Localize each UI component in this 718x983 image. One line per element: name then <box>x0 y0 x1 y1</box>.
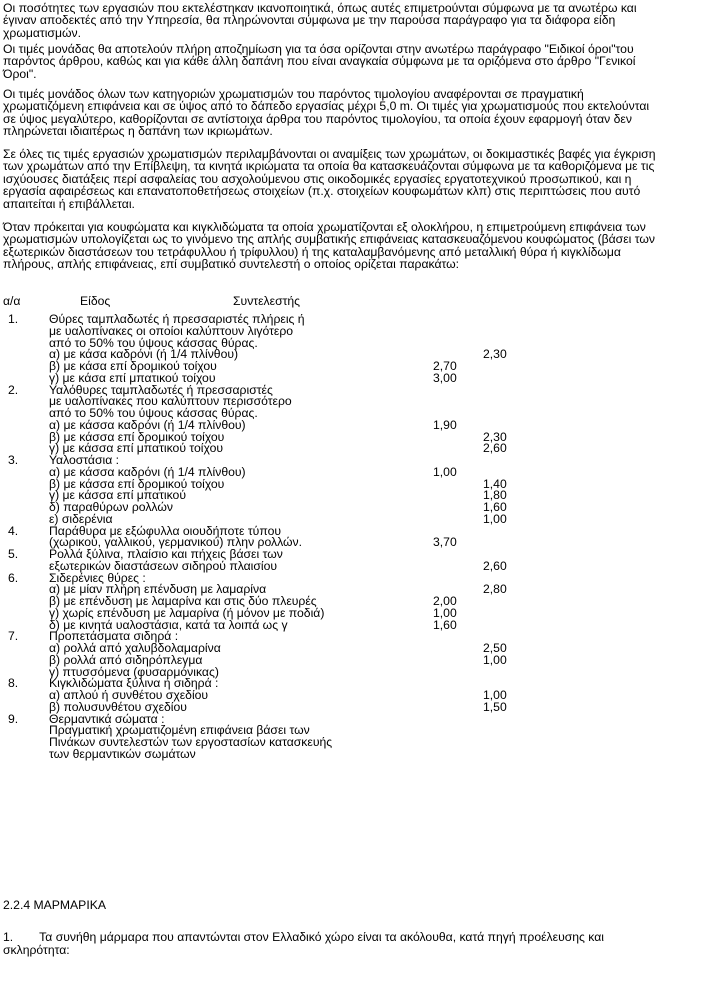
row-number: 4. <box>8 523 19 538</box>
text-line: Οι ποσότητες των εργασιών που εκτελέστηκαν ικανοποιητικά, όπως αυτές επιμετρούνται σύμφωνα με τα ανωτέρω και <box>3 1 637 15</box>
row-number: 6. <box>8 570 19 585</box>
coefficient-value: 2,50 <box>483 641 507 655</box>
text-line: έγιναν αποδεκτές από την Υπηρεσία, θα πληρώνονται σύμφωνα με την παρούσα παράγραφο για τα διάφορα είδη <box>3 13 616 28</box>
table-row <box>0 654 718 666</box>
item-description: από το 50% του ύψους κάσσας θύρας. <box>49 406 258 420</box>
item-description: α) με κάσα καδρόνι (ή 1/4 πλίνθου) <box>49 347 239 362</box>
item-description: α) με μίαν πλήρη επένδυση με λαμαρίνα <box>49 582 267 597</box>
row-number: 2. <box>8 382 19 397</box>
item-description: με υαλοπίνακες οι οποίοι καλύπτουν λιγότερο <box>49 323 294 338</box>
item-description: γ) πτυσσόμενα (φυσαρμόνικας) <box>49 664 219 679</box>
text-line: σκληρότητα: <box>3 943 70 957</box>
item-description: α) με κάσσα καδρόνι (ή 1/4 πλίνθου) <box>49 417 246 432</box>
text-line: εξωτερικών διαστάσεων του τετράφυλλου ή τρίφυλλου) ή της καταλαμβανόμενης από μεταλλική θύρα ή κιγκλίδωμα <box>3 244 621 259</box>
paragraph-text: Τα συνήθη μάρμαρα που απαντώνται στον Ελλαδικό χώρο είναι τα ακόλουθα, κατά πηγή προέλευσης και <box>39 930 604 944</box>
coefficient-value: 2,60 <box>483 441 507 456</box>
item-description: β) με κάσσα επί δρομικού τοίχου <box>49 476 225 491</box>
text-line: απαιτείται ή επιβάλλεται. <box>3 196 135 211</box>
coefficient-value: 1,00 <box>483 652 507 667</box>
coefficient-value: 2,30 <box>483 347 507 362</box>
table-row <box>0 513 718 525</box>
item-description: δ) παραθύρων ρολλών <box>49 500 173 514</box>
text-line: πλήρους, απλής επιφάνειας, επί συμβατικό συντελεστή ο οποίος ορίζεται παρακάτω: <box>3 257 460 272</box>
item-description: Ρολλά ξύλινα, πλαίσιο και πήχεις βάσει των <box>49 547 283 561</box>
item-description: β) πολυσυνθέτου σχεδίου <box>49 699 187 714</box>
column-header-item: Είδος <box>80 294 111 308</box>
intro-paragraph-4 <box>3 148 715 210</box>
coefficient-value: 2,00 <box>433 594 457 608</box>
table-row <box>0 372 718 384</box>
coefficient-value: 1,60 <box>433 617 457 632</box>
coefficient-value: 2,70 <box>433 359 457 373</box>
text-line: Οι τιμές μονάδας θα αποτελούν πλήρη αποζημίωση για τα όσα ορίζονται στην ανωτέρω παράγραφο "Ειδικοί όροι"του <box>3 42 634 56</box>
item-description: Θύρες ταμπλαδωτές ή πρεσσαριστές πλήρεις ή <box>49 312 305 326</box>
item-description: α) απλού ή συνθέτου σχεδίου <box>49 688 209 702</box>
item-description: Κιγκλιδώματα ξύλινα ή σιδηρά : <box>49 676 219 691</box>
table-row <box>0 419 718 431</box>
item-description: (χωρικού, γαλλικού, γερμανικού) πλην ρολλών. <box>49 535 303 550</box>
intro-paragraph-5 <box>3 221 715 271</box>
item-description: εξωτερικών διαστάσεων σιδηρού πλαισίου <box>49 558 278 573</box>
text-line: Όταν πρόκειται για κουφώματα και κιγκλιδώματα τα οποία χρωματίζονται εξ ολοκλήρου, η επιμετρούμενη επιφάνεια των <box>3 220 646 234</box>
coefficient-value: 2,60 <box>483 558 507 573</box>
text-line: παρόντος άρθρου, καθώς και για κάθε άλλη δαπάνη που είναι αναγκαία σύμφωνα με τα οριζόμενα στο άρθρο "Γενικοί <box>3 54 636 69</box>
text-line: Όροι". <box>3 66 37 81</box>
intro-paragraph-2 <box>3 43 715 80</box>
text-line: των χρωμάτων από την Επίβλεψη, τα κινητά ικριώματα τα οποία θα κατασκευάζονται σύμφωνα με τα καθοριζόμενα με τις <box>3 159 655 174</box>
text-line: εργασία αφαιρέσεως και επανατοποθετήσεως στοιχείων (π.χ. στοιχείων κουφωμάτων κλπ) στις περιπτώσεις που αυτό <box>3 184 641 199</box>
coefficient-value: 3,00 <box>433 370 457 385</box>
coefficient-value: 1,00 <box>483 511 507 526</box>
item-description: γ) με κάσσα επί μπατικού <box>49 488 186 503</box>
item-description: Υαλόθυρες ταμπλαδωτές ή πρεσσαριστές <box>49 382 273 397</box>
coefficient-value: 1,00 <box>483 688 507 702</box>
item-description: γ) με κάσα επί μπατικού τοίχου <box>49 370 216 385</box>
item-description: Προπετάσματα σιδηρά : <box>49 629 179 644</box>
item-description: Σιδερένιες θύρες : <box>49 570 146 585</box>
marble-paragraph <box>3 931 715 957</box>
table-row <box>0 607 718 619</box>
item-description: Πινάκων συντελεστών των εργοστασίων κατασκευής <box>49 735 333 749</box>
table-row <box>0 466 718 478</box>
table-row <box>0 748 718 760</box>
item-description: β) με κάσα επί δρομικού τοίχου <box>49 359 217 373</box>
row-number: 5. <box>8 547 19 561</box>
item-description: γ) χωρίς επένδυση με λαμαρίνα (ή μόνον με ποδιά) <box>49 605 325 620</box>
text-line: σε ύψος μεγαλύτερο, καθορίζονται σε αντίστοιχα άρθρα του παρόντος τιμολογίου, τα οποία έχουν εφαρμογή όταν δεν <box>3 111 632 126</box>
intro-paragraph-3 <box>3 88 715 138</box>
coefficient-value: 1,00 <box>433 464 457 479</box>
coefficient-value: 1,50 <box>483 699 507 714</box>
item-description: β) ρολλά από σιδηρόπλεγμα <box>49 652 203 667</box>
item-description: Πραγματική χρωματιζομένη επιφάνεια βάσει των <box>49 723 310 738</box>
item-description: με υαλοπίνακες που καλύπτουν περισσότερο <box>49 394 292 409</box>
item-description: β) με κάσσα επί δρομικού τοίχου <box>49 429 225 444</box>
row-number: 8. <box>8 676 19 691</box>
text-line: χρωματισμών υπολογίζεται ως το γινόμενο της απλής συμβατικής επιφάνειας κατασκευαζόμενου κουφώματος (βάσει των <box>3 232 655 247</box>
item-description: γ) με κάσσα επί μπατικού τοίχου <box>49 441 224 456</box>
text-line: χρωματισμών. <box>3 25 81 40</box>
text-line: χρωματιζόμενη επιφάνεια και σε ύψος από το δάπεδο εργασίας μέχρι 5,0 m. Οι τιμές για χρωματισμούς που εκτελούνται <box>3 99 650 114</box>
item-description: δ) με κινητά υαλοστάσια, κατά τα λοιπά ως γ <box>49 617 288 632</box>
item-description: Παράθυρα με εξώφυλλα οιουδήποτε τύπου <box>49 523 282 538</box>
item-description: β) με επένδυση με λαμαρίνα και στις δύο πλευρές <box>49 594 317 608</box>
coefficient-value: 1,80 <box>483 488 507 503</box>
coefficient-value: 1,00 <box>433 605 457 620</box>
item-description: α) με κάσσα καδρόνι (ή 1/4 πλίνθου) <box>49 464 246 479</box>
item-description: Θερμαντικά σώματα : <box>49 711 165 726</box>
column-header-coefficient: Συντελεστής <box>233 294 301 308</box>
item-description: Υαλοστάσια : <box>49 453 120 467</box>
paragraph-number: 1. <box>3 930 14 944</box>
item-description: από το 50% του ύψους κάσσας θύρας. <box>49 335 258 350</box>
item-description: ε) σιδερένια <box>49 511 113 526</box>
row-number: 7. <box>8 629 19 644</box>
intro-paragraph-1 <box>3 2 715 39</box>
coefficient-value: 2,80 <box>483 582 507 597</box>
table-row <box>0 325 718 337</box>
coefficient-value: 3,70 <box>433 535 457 550</box>
coefficient-value: 1,60 <box>483 500 507 514</box>
row-number: 9. <box>8 711 19 726</box>
text-line <box>3 931 715 944</box>
column-header-no: α/α <box>3 294 21 308</box>
text-line: ισχύουσες διατάξεις περί ασφαλείας του ασχολούμενου στις οικοδομικές εργασίες εργατοτεχνικού προσωπικού, και η <box>3 171 632 186</box>
table-row <box>0 560 718 572</box>
coefficient-value: 1,90 <box>433 417 457 432</box>
coefficient-value: 1,40 <box>483 476 507 491</box>
text-line: πληρώνεται ιδιαιτέρως η δαπάνη των ικριωμάτων. <box>3 124 273 139</box>
row-number: 1. <box>8 312 19 326</box>
section-title: 2.2.4 ΜΑΡΜΑΡΙΚΑ <box>3 898 106 912</box>
coefficient-value: 2,30 <box>483 429 507 444</box>
text-line: Σε όλες τις τιμές εργασιών χρωματισμών περιλαμβάνονται οι αναμίξεις των χρωμάτων, οι δοκιμαστικές βαφές για έγκριση <box>3 147 656 161</box>
table-row <box>0 701 718 713</box>
text-line: Οι τιμές μονάδος όλων των κατηγοριών χρωματισμών του παρόντος τιμολογίου αναφέρονται σε πραγματική <box>3 87 584 101</box>
row-number: 3. <box>8 453 19 467</box>
item-description: των θερμαντικών σωμάτων <box>49 746 196 761</box>
item-description: α) ρολλά από χαλυβδολαμαρίνα <box>49 641 221 655</box>
